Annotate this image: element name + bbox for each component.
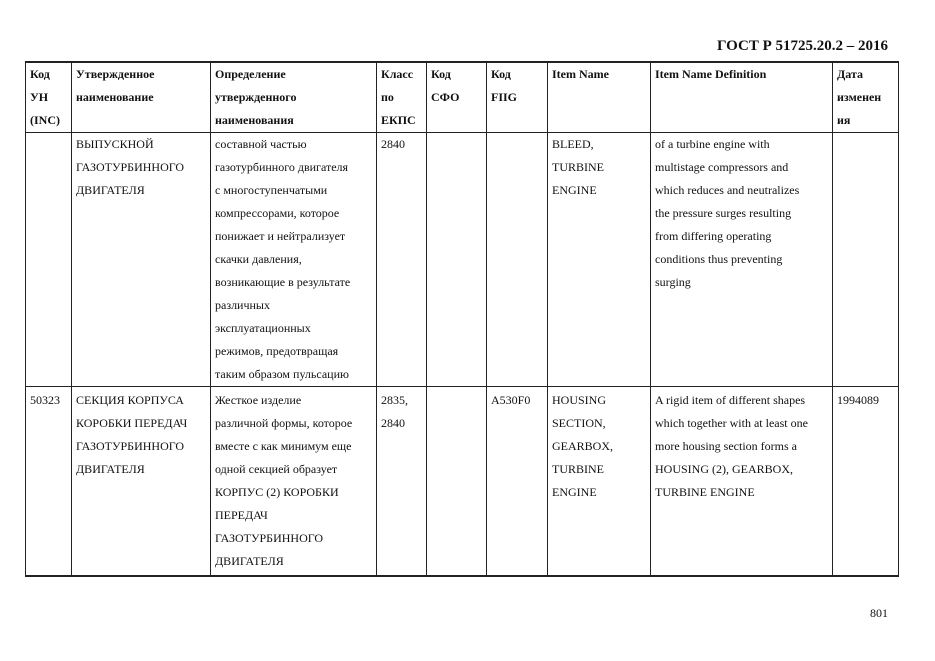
cell-line: УН [30, 90, 49, 104]
cell-line: HOUSING [552, 393, 606, 407]
cell-change-date [833, 133, 899, 387]
cell-line: Дата [837, 67, 863, 81]
cell-line: 2835, [381, 393, 408, 407]
cell-line: по [381, 90, 394, 104]
cell-line: ДВИГАТЕЛЯ [215, 554, 284, 568]
cell-inc [26, 133, 72, 387]
cell-line: A rigid item of different shapes [655, 393, 806, 407]
cell-definition [211, 133, 377, 387]
cell-line: of a turbine engine with [655, 137, 770, 151]
cell-sfo-code [427, 387, 487, 577]
cell-line: the pressure surges resulting [655, 206, 792, 220]
cell-line: ENGINE [552, 183, 597, 197]
cell-line: Код [431, 67, 451, 81]
header-cell-item-name [548, 62, 651, 133]
cell-line: SECTION, [552, 416, 606, 430]
cell-line: 50323 [30, 393, 60, 407]
cell-line: Item Name Definition [655, 67, 767, 81]
cell-line: СЕКЦИЯ КОРПУСА [76, 393, 184, 407]
header-row [26, 62, 899, 133]
cell-line: изменен [837, 90, 882, 104]
page-number: 801 [870, 606, 888, 620]
cell-line: A530F0 [491, 393, 531, 407]
cell-line: различной формы, которое [215, 416, 353, 430]
header-cell-change-date [833, 62, 899, 133]
cell-line: таким образом пульсацию [215, 367, 349, 381]
cell-item-name-definition [651, 133, 833, 387]
cell-approved-name [72, 133, 211, 387]
cell-line: BLEED, [552, 137, 594, 151]
cell-line: HOUSING (2), GEARBOX, [655, 462, 793, 476]
header-cell-approved-name [72, 62, 211, 133]
cell-line: наименования [215, 113, 294, 127]
cell-item-name-definition [651, 387, 833, 577]
cell-definition [211, 387, 377, 577]
cell-line: FIIG [491, 90, 518, 104]
cell-line: ДВИГАТЕЛЯ [76, 462, 145, 476]
cell-inc [26, 387, 72, 577]
cell-line: Item Name [552, 67, 609, 81]
cell-change-date [833, 387, 899, 577]
nomenclature-table [25, 61, 899, 577]
cell-line: ПЕРЕДАЧ [215, 508, 268, 522]
table-row [26, 133, 899, 387]
cell-line: СФО [431, 90, 460, 104]
cell-class [377, 133, 427, 387]
cell-item-name [548, 133, 651, 387]
cell-line: различных [215, 298, 270, 312]
cell-line: ЕКПС [381, 113, 416, 127]
cell-line: наименование [76, 90, 154, 104]
cell-sfo-code [427, 133, 487, 387]
cell-approved-name [72, 387, 211, 577]
cell-fiig-code [487, 387, 548, 577]
cell-line: Код [491, 67, 511, 81]
cell-line: ДВИГАТЕЛЯ [76, 183, 145, 197]
cell-line: газотурбинного двигателя [215, 160, 349, 174]
table-row [26, 387, 899, 577]
cell-line: режимов, предотвращая [215, 344, 339, 358]
cell-line: Код [30, 67, 50, 81]
cell-line: 2840 [381, 416, 405, 430]
cell-line: ия [837, 113, 851, 127]
document-title: ГОСТ Р 51725.20.2 – 2016 [716, 38, 888, 54]
cell-fiig-code [487, 133, 548, 387]
cell-line: from differing operating [655, 229, 772, 243]
header-cell-fiig-code [487, 62, 548, 133]
cell-line: ENGINE [552, 485, 597, 499]
cell-line: conditions thus preventing [655, 252, 783, 266]
cell-class [377, 387, 427, 577]
cell-line: which together with at least one [655, 416, 808, 430]
header-cell-definition [211, 62, 377, 133]
cell-line: вместе с как минимум еще [215, 439, 352, 453]
cell-line: 2840 [381, 137, 405, 151]
cell-line: TURBINE [552, 462, 604, 476]
cell-line: surging [655, 275, 691, 289]
cell-line: TURBINE [552, 160, 604, 174]
cell-line: с многоступенчатыми [215, 183, 328, 197]
cell-line: ВЫПУСКНОЙ [76, 137, 154, 151]
cell-line: ГАЗОТУРБИННОГО [76, 160, 185, 174]
cell-line: 1994089 [837, 393, 879, 407]
cell-line: Утвержденное [76, 67, 155, 81]
cell-line: Определение [215, 67, 286, 81]
cell-line: КОРОБКИ ПЕРЕДАЧ [76, 416, 188, 430]
cell-line: (INC) [30, 113, 60, 127]
cell-line: ГАЗОТУРБИННОГО [215, 531, 324, 545]
cell-line: more housing section forms a [655, 439, 797, 453]
header-cell-class [377, 62, 427, 133]
cell-item-name [548, 387, 651, 577]
header-cell-sfo-code [427, 62, 487, 133]
cell-line: which reduces and neutralizes [655, 183, 800, 197]
cell-line: компрессорами, которое [215, 206, 340, 220]
cell-line: скачки давления, [215, 252, 302, 266]
cell-line: КОРПУС (2) КОРОБКИ [215, 485, 339, 499]
cell-line: понижает и нейтрализует [215, 229, 346, 243]
cell-line: утвержденного [215, 90, 297, 104]
header-cell-inc [26, 62, 72, 133]
cell-line: TURBINE ENGINE [655, 485, 755, 499]
cell-line: составной частью [215, 137, 307, 151]
cell-line: Класс [381, 67, 414, 81]
cell-line: ГАЗОТУРБИННОГО [76, 439, 185, 453]
cell-line: одной секцией образует [215, 462, 338, 476]
cell-line: Жесткое изделие [215, 393, 302, 407]
cell-line: эксплуатационных [215, 321, 311, 335]
cell-line: multistage compressors and [655, 160, 789, 174]
cell-line: GEARBOX, [552, 439, 614, 453]
header-cell-item-name-definition [651, 62, 833, 133]
cell-line: возникающие в результате [215, 275, 351, 289]
